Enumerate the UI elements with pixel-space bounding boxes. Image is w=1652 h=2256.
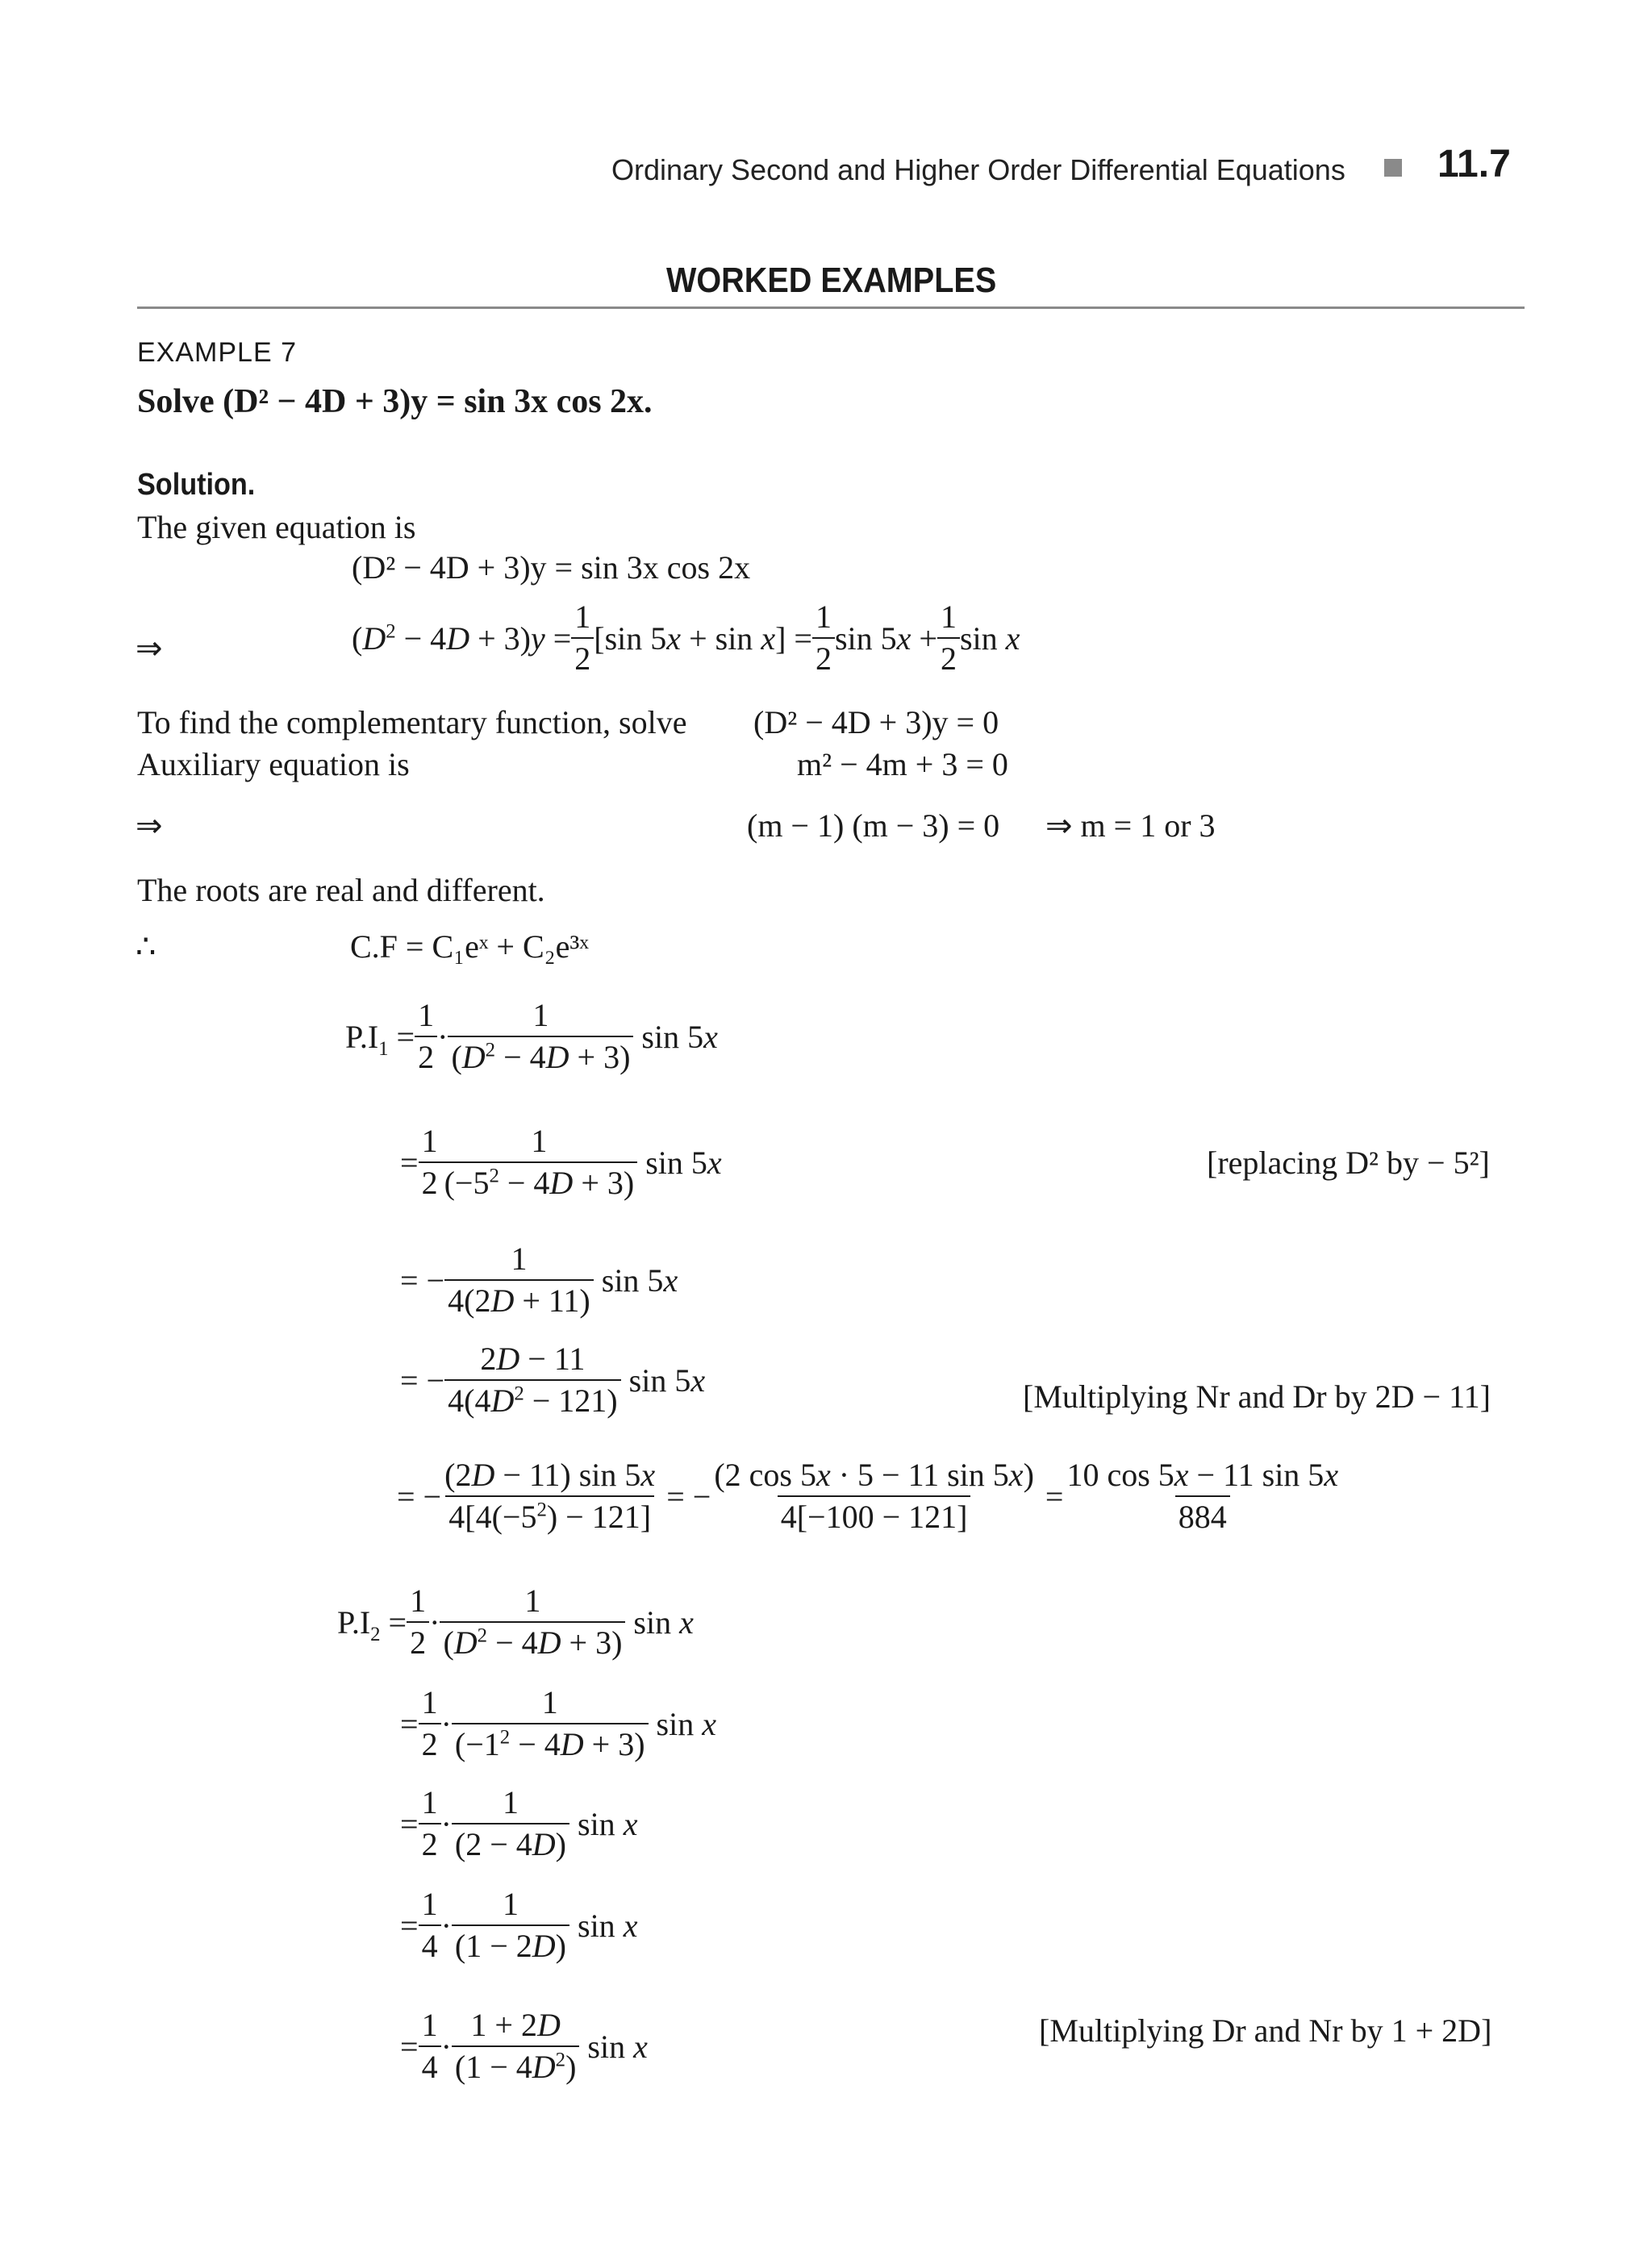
- implies-symbol-1: ⇒: [136, 630, 163, 666]
- solution-heading: Solution.: [137, 468, 256, 502]
- eq-product-to-sum: $(D^2 - 4D + 3)y$ = $\frac{1}{2}$ [sin 5x + sin x] = $\frac{1}{2}$ sin 5x + $\frac{1}{2}$ sin x: [352, 598, 1020, 677]
- eq-pi2-step3: = $\frac{1}{2}$ · $\frac{1}{(2 - 4D)}$ sin x: [400, 1784, 638, 1862]
- text-given: The given equation is: [137, 509, 416, 545]
- header-square-icon: [1384, 159, 1402, 177]
- section-rule: [137, 306, 1525, 309]
- eq-homogeneous: (D² − 4D + 3)y = 0: [753, 704, 999, 740]
- text-roots: The roots are real and different.: [137, 872, 545, 908]
- eq-pi1-step5: = − $\frac{(2D - 11) \sin 5x}{4[4(-5^2) - 121]}$ = − $\frac{(2 \cos 5x \cdot 5 - 11 \sin 5x)}{4[-100 - 121]}$ = $\frac{10 \cos 5x - 11 \sin 5x}{884}$: [397, 1457, 1339, 1535]
- eq-pi2-step4: = $\frac{1}{4}$ · $\frac{1}{(1 - 2D)}$ sin x: [400, 1886, 638, 1964]
- eq-factored: (m − 1) (m − 3) = 0: [747, 807, 1000, 844]
- section-title: WORKED EXAMPLES: [666, 261, 997, 300]
- note-multiply-2: [Multiplying Dr and Nr by 1 + 2D]: [1039, 2012, 1492, 2049]
- text-cf: To find the complementary function, solve: [137, 704, 687, 740]
- text-aux: Auxiliary equation is: [137, 746, 410, 782]
- eq-pi1-step3: = − $\frac{1}{4(2D + 11)}$ sin 5x: [400, 1241, 678, 1319]
- eq-pi2-step1: $P.I_2$ = $\frac{1}{2}$ · $\frac{1}{(D^2 - 4D + 3)}$ sin x: [337, 1583, 694, 1661]
- therefore-symbol: ∴: [136, 928, 156, 965]
- example-label: EXAMPLE 7: [137, 337, 297, 368]
- eq-cf: C.F = C₁eˣ + C₂e³ˣ: [350, 928, 589, 965]
- eq-pi1-step1: $P.I_1$ = $\frac{1}{2}$ · $\frac{1}{(D^2 - 4D + 3)}$ sin 5x: [345, 997, 718, 1075]
- implies-symbol-2: ⇒: [136, 807, 163, 844]
- eq-pi2-step2: = $\frac{1}{2}$ · $\frac{1}{(-1^2 - 4D + 3)}$ sin x: [400, 1684, 716, 1762]
- eq-given: (D² − 4D + 3)y = sin 3x cos 2x: [352, 549, 751, 586]
- note-replace: [replacing D² by − 5²]: [1207, 1145, 1490, 1181]
- eq-auxiliary: m² − 4m + 3 = 0: [797, 746, 1008, 782]
- running-title: Ordinary Second and Higher Order Differential Equations: [611, 153, 1345, 186]
- eq-pi1-step2: = $\frac{1}{2}$ $\frac{1}{(-5^2 - 4D + 3)}$ sin 5x: [400, 1123, 722, 1201]
- note-multiply-1: [Multiplying Nr and Dr by 2D − 11]: [1023, 1378, 1491, 1415]
- eq-pi1-step4: = − $\frac{2D - 11}{4(4D^2 - 121)}$ sin 5x: [400, 1341, 706, 1419]
- eq-pi2-step5: = $\frac{1}{4}$ · $\frac{1 + 2D}{(1 - 4D^2)}$ sin x: [400, 2007, 648, 2085]
- page-number: 11.7: [1437, 143, 1511, 186]
- example-problem: Solve (D² − 4D + 3)y = sin 3x cos 2x.: [137, 383, 653, 420]
- eq-roots: ⇒ m = 1 or 3: [1045, 807, 1216, 844]
